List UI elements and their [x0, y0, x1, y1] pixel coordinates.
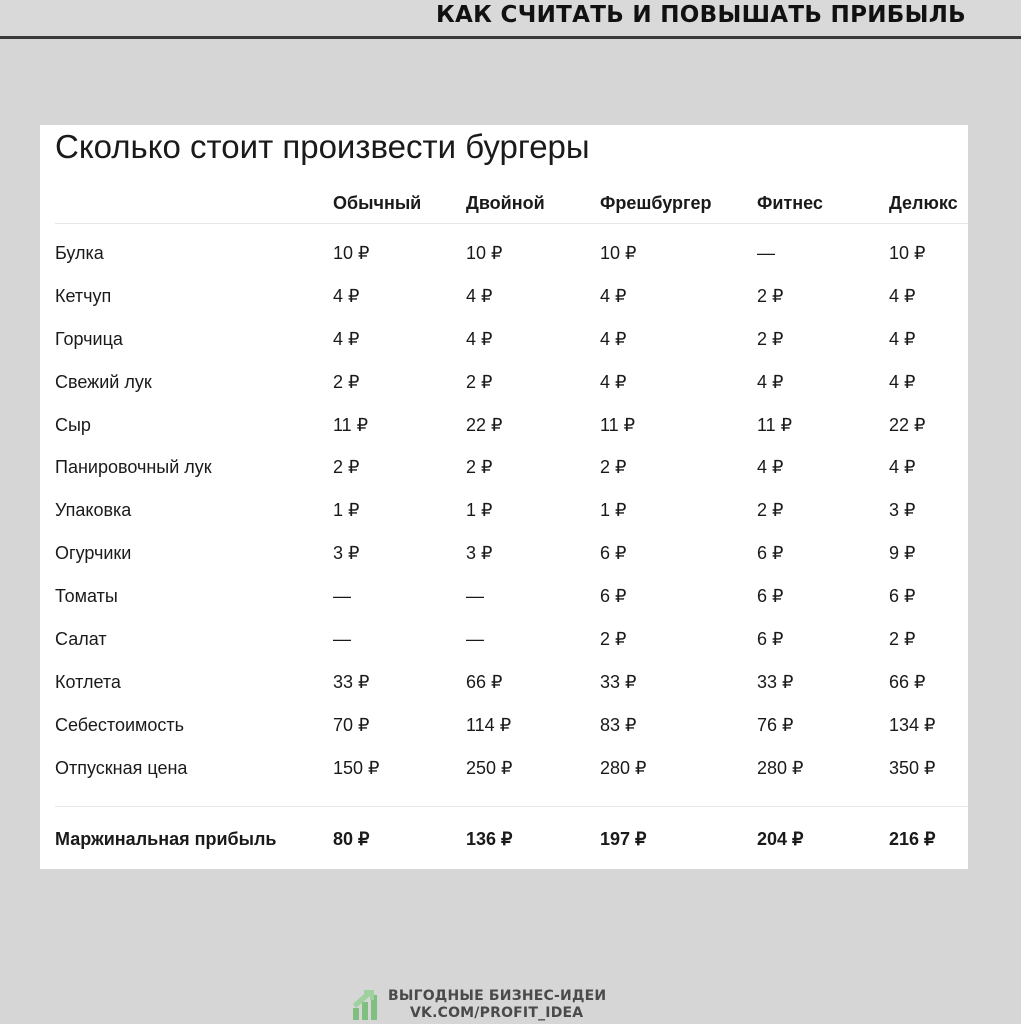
table-cell: 22 ₽ — [466, 414, 503, 435]
table-cell: 33 ₽ — [333, 671, 370, 692]
table-cell: 10 ₽ — [466, 242, 503, 263]
table-cell: 2 ₽ — [600, 628, 627, 649]
table-cell: 66 ₽ — [466, 671, 503, 692]
table-cell: 4 ₽ — [889, 328, 916, 349]
table-row — [55, 661, 968, 704]
table-cell: 10 ₽ — [333, 242, 370, 263]
table-cell: 3 ₽ — [466, 543, 493, 564]
table-row — [55, 404, 968, 447]
table-cell: 70 ₽ — [333, 714, 370, 735]
table-cell: — — [466, 586, 484, 607]
table-cell: 6 ₽ — [600, 543, 627, 564]
table-cell: — — [333, 586, 351, 607]
table-cell: 4 ₽ — [600, 285, 627, 306]
table-cell: 280 ₽ — [600, 757, 647, 778]
total-cell: 197 ₽ — [600, 829, 647, 850]
row-label: Кетчуп — [55, 285, 112, 306]
table-body — [55, 224, 968, 790]
table-cell: 4 ₽ — [333, 328, 360, 349]
total-row — [55, 806, 968, 873]
total-label: Маржинальная прибыль — [55, 829, 277, 850]
table-row — [55, 489, 968, 532]
table-cell: 1 ₽ — [333, 500, 360, 521]
table-row — [55, 747, 968, 790]
table-cell: 11 ₽ — [333, 414, 369, 435]
table-cell: 2 ₽ — [757, 328, 784, 349]
growth-chart-icon — [352, 990, 378, 1020]
table-cell: 6 ₽ — [757, 543, 784, 564]
table-cell: 350 ₽ — [889, 757, 936, 778]
table-cell: 280 ₽ — [757, 757, 804, 778]
cost-table — [55, 183, 968, 873]
table-cell: 4 ₽ — [600, 328, 627, 349]
total-cell: 80 ₽ — [333, 829, 370, 850]
header-title: КАК СЧИТАТЬ И ПОВЫШАТЬ ПРИБЫЛЬ — [435, 2, 966, 28]
table-row — [55, 446, 968, 489]
table-cell: 11 ₽ — [757, 414, 793, 435]
table-cell: 250 ₽ — [466, 757, 513, 778]
table-cell: 1 ₽ — [466, 500, 493, 521]
table-cell: 10 ₽ — [889, 242, 926, 263]
table-cell: 9 ₽ — [889, 543, 916, 564]
table-cell: 2 ₽ — [333, 371, 360, 392]
row-label: Упаковка — [55, 500, 132, 521]
table-cell: 33 ₽ — [600, 671, 637, 692]
row-label: Себестоимость — [55, 714, 185, 735]
table-cell: 4 ₽ — [600, 371, 627, 392]
table-cell: 6 ₽ — [757, 628, 784, 649]
total-cell: 136 ₽ — [466, 829, 513, 850]
table-cell: — — [757, 242, 775, 263]
table-cell: 4 ₽ — [466, 328, 493, 349]
table-row — [55, 532, 968, 575]
table-cell: 2 ₽ — [889, 628, 916, 649]
table-cell: 134 ₽ — [889, 714, 936, 735]
table-cell: 4 ₽ — [757, 457, 784, 478]
row-label: Котлета — [55, 671, 121, 692]
table-cell: 2 ₽ — [333, 457, 360, 478]
table-cell: 11 ₽ — [600, 414, 636, 435]
row-label: Томаты — [55, 586, 118, 607]
footer-brand: ВЫГОДНЫЕ БИЗНЕС-ИДЕИ — [388, 988, 607, 1004]
table-cell: 22 ₽ — [889, 414, 926, 435]
total-cell: 216 ₽ — [889, 829, 936, 850]
total-cell: 204 ₽ — [757, 829, 804, 850]
table-cell: 4 ₽ — [889, 285, 916, 306]
table-separator — [55, 790, 968, 807]
table-cell: 66 ₽ — [889, 671, 926, 692]
table-cell: 2 ₽ — [757, 285, 784, 306]
row-label: Салат — [55, 628, 107, 649]
column-header: Фрешбургер — [600, 183, 757, 224]
table-cell: 150 ₽ — [333, 757, 380, 778]
row-label: Огурчики — [55, 543, 132, 564]
table-cell: — — [466, 628, 484, 649]
table-cell: 4 ₽ — [333, 285, 360, 306]
table-cell: 6 ₽ — [757, 586, 784, 607]
table-cell: 4 ₽ — [757, 371, 784, 392]
table-cell: 114 ₽ — [466, 714, 512, 735]
row-label: Панировочный лук — [55, 457, 212, 478]
table-cell: 1 ₽ — [600, 500, 627, 521]
column-header — [55, 183, 333, 224]
table-cell: 2 ₽ — [466, 457, 493, 478]
table-header-row — [55, 183, 968, 224]
table-cell: — — [333, 628, 351, 649]
column-header: Двойной — [466, 183, 600, 224]
row-label: Свежий лук — [55, 371, 152, 392]
table-row — [55, 361, 968, 404]
row-label: Горчица — [55, 328, 123, 349]
table-cell: 3 ₽ — [889, 500, 916, 521]
table-cell: 4 ₽ — [889, 457, 916, 478]
column-header: Делюкс — [889, 183, 968, 224]
row-label: Отпускная цена — [55, 757, 188, 778]
table-row — [55, 575, 968, 618]
footer-link: VK.COM/PROFIT_IDEA — [410, 1005, 584, 1021]
table-cell: 2 ₽ — [600, 457, 627, 478]
column-header: Фитнес — [757, 183, 889, 224]
table-cell: 6 ₽ — [889, 586, 916, 607]
table-cell: 2 ₽ — [466, 371, 493, 392]
row-label: Булка — [55, 242, 104, 263]
table-row — [55, 704, 968, 747]
table-cell: 76 ₽ — [757, 714, 794, 735]
header-bar — [0, 0, 1021, 39]
row-label: Сыр — [55, 414, 91, 435]
table-cell: 83 ₽ — [600, 714, 637, 735]
table-row — [55, 318, 968, 361]
table-cell: 2 ₽ — [757, 500, 784, 521]
table-row — [55, 275, 968, 318]
card-title: Сколько стоит произвести бургеры — [55, 128, 590, 165]
footer-watermark — [352, 988, 652, 1022]
table-cell: 4 ₽ — [889, 371, 916, 392]
table-row — [55, 618, 968, 661]
column-header: Обычный — [333, 183, 466, 224]
table-cell: 4 ₽ — [466, 285, 493, 306]
table-cell: 33 ₽ — [757, 671, 794, 692]
table-cell: 10 ₽ — [600, 242, 637, 263]
cost-card — [40, 125, 968, 869]
table-row — [55, 224, 968, 275]
table-cell: 3 ₽ — [333, 543, 360, 564]
table-cell: 6 ₽ — [600, 586, 627, 607]
